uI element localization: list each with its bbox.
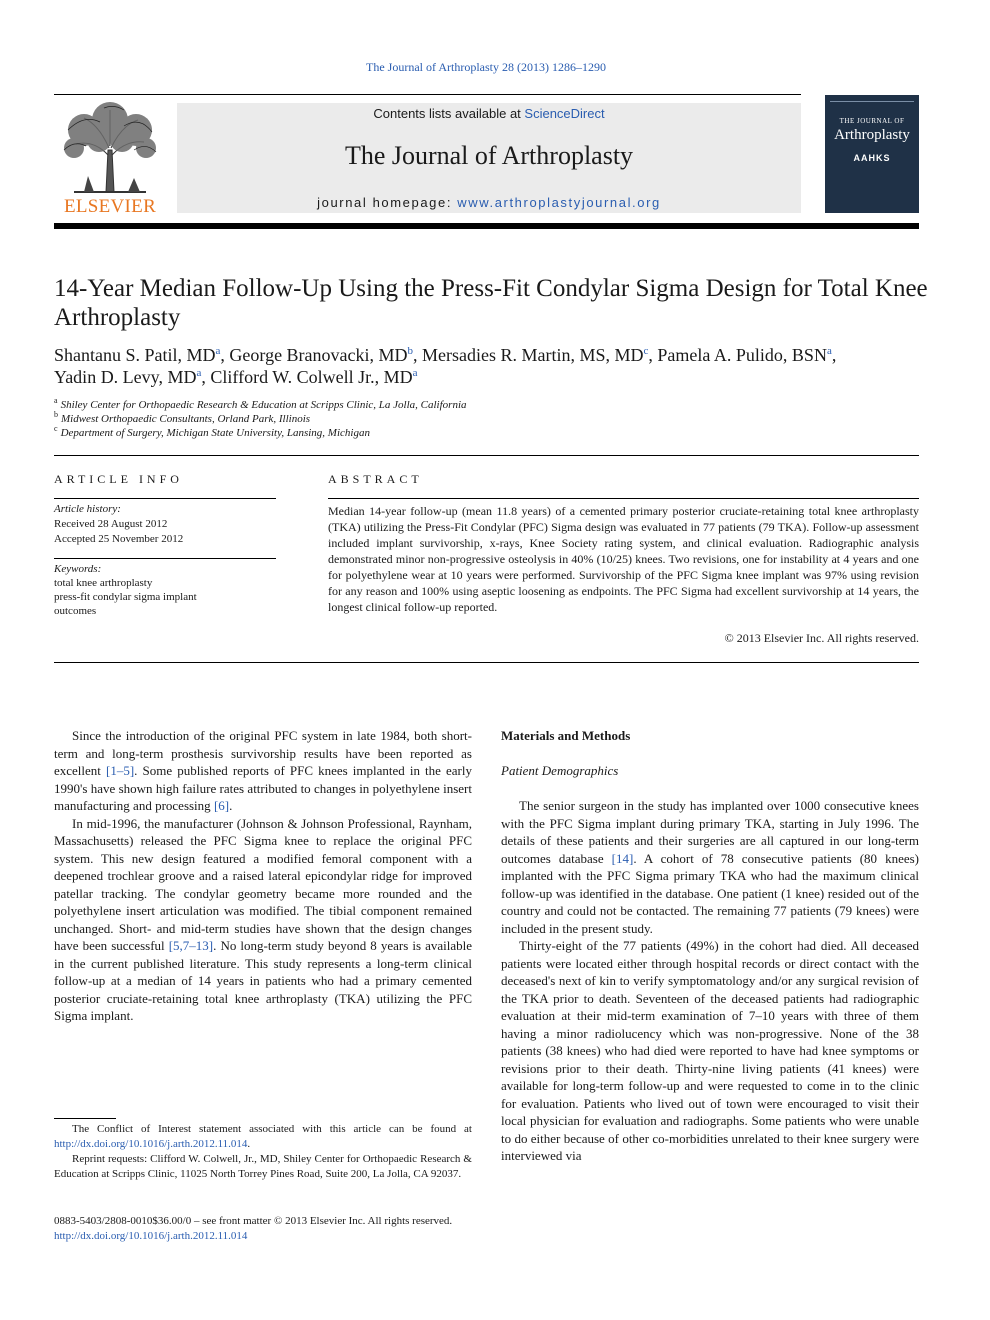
author-separator: , bbox=[648, 345, 658, 365]
affiliation-key: b bbox=[54, 410, 58, 420]
keyword: total knee arthroplasty bbox=[54, 577, 153, 589]
elsevier-logo bbox=[54, 100, 166, 216]
subsection-heading: Patient Demographics bbox=[501, 763, 619, 778]
keyword: press-fit condylar sigma implant bbox=[54, 591, 197, 603]
reference-link[interactable]: [6] bbox=[213, 798, 230, 813]
issn-line: 0883-5403/2808-0010$36.00/0 – see front matter © 2013 Elsevier Inc. All rights reserved. bbox=[54, 1215, 453, 1227]
journal-header-band bbox=[177, 103, 801, 213]
homepage-link[interactable]: www.arthroplastyjournal.org bbox=[457, 195, 661, 210]
keywords bbox=[54, 562, 276, 618]
affiliation-text: Midwest Orthopaedic Consultants, Orland Park, Illinois bbox=[61, 413, 311, 425]
section-heading: Materials and Methods bbox=[501, 728, 631, 743]
article-history bbox=[54, 502, 276, 547]
affiliation-text: Shiley Center for Orthopaedic Research & Education at Scripps Clinic, La Jolla, California bbox=[60, 399, 467, 411]
reference-link[interactable]: [1–5] bbox=[106, 763, 135, 778]
text-run: . bbox=[247, 1138, 251, 1150]
affiliation-key: c bbox=[54, 424, 58, 434]
intro-paragraph bbox=[54, 727, 472, 815]
contents-line bbox=[177, 106, 801, 121]
author-separator: , bbox=[201, 367, 211, 387]
text-run: . No long-term study beyond 8 years is available in the current published literature. This study represents a long-term clinical follow-up at a median of 14 years in patients who had a primary cemented posterior cruciate-retaining total knee arthroplasty (TKA) utilizing the PFC Sigma implant. bbox=[54, 938, 472, 1023]
homepage-prefix: journal homepage: bbox=[317, 195, 458, 210]
reference-link[interactable]: [5,7–13] bbox=[168, 938, 214, 953]
methods-paragraph bbox=[501, 797, 919, 937]
abstract-rule bbox=[328, 498, 919, 499]
history-label: Article history: bbox=[54, 503, 121, 515]
abstract-heading: ABSTRACT bbox=[328, 472, 423, 486]
keyword: outcomes bbox=[54, 605, 97, 617]
author-separator: , bbox=[413, 345, 423, 365]
author-affil-marker[interactable]: a bbox=[215, 345, 221, 357]
methods-paragraph: Thirty-eight of the 77 patients (49%) in the cohort had died. All deceased patients were located either through hospital records or direct contact with the deceased's next of kin to verify symptomatology and/or any surgical revision of the TKA prior to death. Seventeen of the deceased patients had radiographic evaluation at their mid-term examination of 7–10 years with three of them having a minor radiolucency which was non-progressive. None of the 38 patients (38 knees) who had died were reported to have had knee symptoms or revisions prior to their death. Thirty-nine living patients (41 knees) were available for long-term follow-up and were requested to come in to the clinic for evaluation. Patients who lived out of town were encouraged to visit their local physician for evaluation and radiographs. Some patients who were unable to do either because of other co-morbidities unrelated to their knee surgery were interviewed via bbox=[501, 938, 919, 1163]
journal-title: The Journal of Arthroplasty bbox=[344, 141, 634, 170]
text-run: The Conflict of Interest statement associated with this article can be found at bbox=[72, 1123, 472, 1135]
affiliation-key: a bbox=[54, 396, 58, 406]
footnote-rule bbox=[54, 1118, 116, 1119]
received-date: Received 28 August 2012 bbox=[54, 518, 168, 530]
abstract-text: Median 14-year follow-up (mean 11.8 years) of a cemented primary posterior cruciate-retaining total knee arthroplasty (TKA) utilizing the Press-Fit Condylar (PFC) Sigma design was evaluated in 77 patients (79 TKA). Follow-up assessment included implant survivorship, x-rays, Knee Society rating system, and clinical evaluation. Radiographic analysis demonstrated minor non-progressive osteolysis in 40% (10/25) knees. Two revisions, one for instability at 4 years and one for polyethylene wear at 10 years were performed. Survivorship of the PFC Sigma knee implant was 97% using revision for any reason and 100% using aseptic loosening as endpoints. The PFC Sigma had excellent survivorship at 14 years, the longest clinical follow-up reported. bbox=[328, 504, 919, 614]
abstract-copyright: © 2013 Elsevier Inc. All rights reserved. bbox=[724, 631, 919, 645]
journal-homepage bbox=[177, 195, 801, 210]
affiliation bbox=[54, 412, 654, 426]
author-list bbox=[54, 344, 934, 388]
author-affil-marker[interactable]: b bbox=[407, 345, 414, 357]
author-affil-marker[interactable]: a bbox=[826, 345, 832, 357]
text-run: In mid-1996, the manufacturer (Johnson & Johnson Professional, Raynham, Massachusetts) released the PFC Sigma knee to replace the original PFC system. This new design featured a modified femoral component with a deepened trochlear groove and a raised lateral epicondylar ridge for improved patellar tracking. The condylar geometry became more rounded and the polyethylene insert articulation was modified. The tibial component remained unchanged. Short- and mid-term studies have shown that the design changes have been successful bbox=[54, 815, 472, 953]
coi-footnote bbox=[54, 1122, 472, 1152]
author-affil-marker[interactable]: c bbox=[643, 345, 649, 357]
article-info-rule bbox=[54, 498, 276, 499]
header-thick-rule bbox=[54, 223, 919, 229]
reference-link[interactable]: [14] bbox=[611, 850, 634, 866]
text-run: Since the introduction of the original PFC system in late 1984, both short-term and long-term prosthesis survivorship results have been reported as excellent bbox=[54, 728, 472, 778]
journal-citation[interactable]: The Journal of Arthroplasty 28 (2013) 1286–1290 bbox=[366, 60, 606, 74]
footnotes bbox=[54, 1122, 472, 1182]
author-affil-marker[interactable]: a bbox=[412, 367, 418, 379]
article-info-rule bbox=[54, 558, 276, 559]
cover-line-3: AAHKS bbox=[853, 153, 891, 163]
text-run: . Some published reports of PFC knees implanted in the early 1990's have shown high failure rates attributed to changes in polyethylene insert manufacturing and processing bbox=[54, 763, 472, 813]
contents-prefix: Contents lists available at bbox=[373, 106, 525, 121]
section-rule bbox=[54, 455, 919, 456]
journal-cover-image bbox=[825, 95, 919, 213]
text-run: . bbox=[229, 798, 233, 813]
doi-link[interactable]: http://dx.doi.org/10.1016/j.arth.2012.11.014 bbox=[54, 1230, 248, 1242]
page-footer bbox=[54, 1214, 574, 1244]
abstract-bottom-rule bbox=[54, 662, 919, 663]
coi-doi-link[interactable]: http://dx.doi.org/10.1016/j.arth.2012.11.014 bbox=[54, 1138, 248, 1150]
spacer bbox=[501, 780, 919, 798]
author: Shantanu S. Patil, MD bbox=[54, 345, 216, 365]
cover-stripe bbox=[830, 101, 914, 102]
affiliation bbox=[54, 398, 654, 412]
affiliation-text: Department of Surgery, Michigan State University, Lansing, Michigan bbox=[60, 427, 370, 439]
sciencedirect-link[interactable]: ScienceDirect bbox=[524, 106, 605, 121]
author: Pamela A. Pulido, BSN bbox=[657, 345, 827, 365]
reprint-footnote: Reprint requests: Clifford W. Colwell, Jr., MD, Shiley Center for Orthopaedic Research & Education at Scripps Clinic, 11025 North Torrey Pines Road, Suite 200, La Jolla, CA 92037. bbox=[54, 1153, 472, 1180]
elsevier-wordmark: ELSEVIER bbox=[63, 196, 157, 217]
author: Mersadies R. Martin, MS, MD bbox=[422, 345, 644, 365]
affiliation bbox=[54, 426, 654, 440]
author-separator: , bbox=[831, 345, 837, 365]
author: Yadin D. Levy, MD bbox=[54, 367, 197, 387]
keywords-label: Keywords: bbox=[54, 563, 102, 575]
accepted-date: Accepted 25 November 2012 bbox=[54, 533, 184, 545]
article-title: 14-Year Median Follow-Up Using the Press-Fit Condylar Sigma Design for Total Knee Arthroplasty bbox=[54, 275, 928, 331]
text-run: The senior surgeon in the study has implanted over 1000 consecutive knees with the PFC Sigma implant during primary TKA, starting in July 1996. The details of these patients and their surgeries are all captured in our long-term outcomes database bbox=[501, 798, 919, 866]
author: Clifford W. Colwell Jr., MD bbox=[210, 367, 413, 387]
article-info-heading: ARTICLE INFO bbox=[54, 472, 183, 486]
author-affil-marker[interactable]: a bbox=[196, 367, 202, 379]
intro-paragraph bbox=[54, 815, 472, 1025]
author: George Branovacki, MD bbox=[229, 345, 408, 365]
body-left-column bbox=[54, 727, 472, 1025]
body-right-column bbox=[501, 727, 919, 1165]
text-run: . A cohort of 78 consecutive patients (80 knees) implanted with the PFC Sigma primary TKA who had the maximum clinical follow-up was identified in the database. One patient (1 knee) resided out of the country and could not be contacted. The remaining 77 patients (79 knees) were included in the present study. bbox=[501, 850, 919, 936]
cover-line-2: Arthroplasty bbox=[834, 127, 910, 143]
author-separator: , bbox=[220, 345, 230, 365]
affiliations bbox=[54, 398, 654, 440]
header-top-rule bbox=[54, 94, 801, 95]
elsevier-tree-icon bbox=[54, 100, 166, 196]
cover-line-1: THE JOURNAL OF bbox=[839, 117, 905, 125]
spacer bbox=[501, 745, 919, 763]
